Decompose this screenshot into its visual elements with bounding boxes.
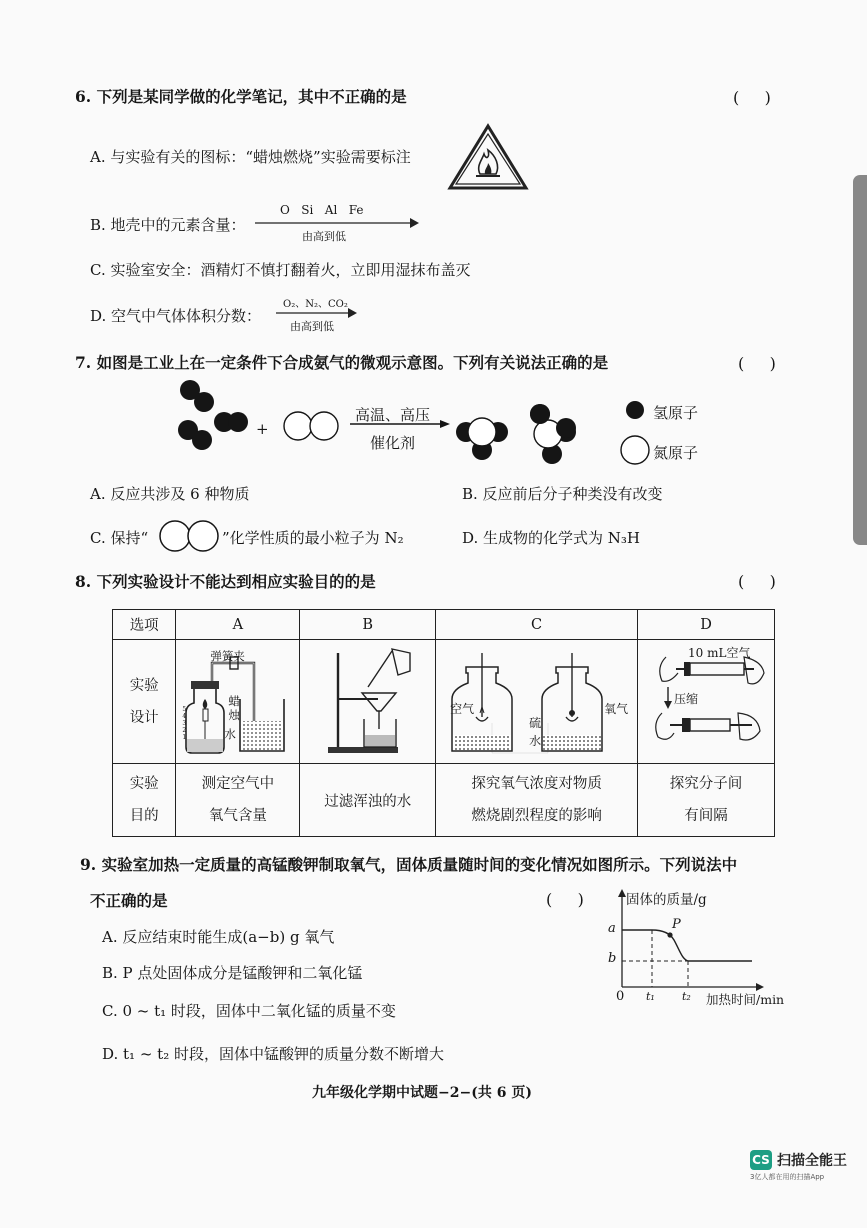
q6-b-under: 由高到低 bbox=[302, 230, 346, 243]
label-water: 水 bbox=[224, 727, 236, 741]
q7-condition-top: 高温、高压 bbox=[355, 406, 431, 424]
q8-purpose-a: 测定空气中 氧气含量 bbox=[176, 764, 300, 837]
q7-stem: 7. 如图是工业上在一定条件下合成氨气的微观示意图。下列有关说法正确的是 bbox=[75, 353, 609, 372]
q6-d-elements: O₂、N₂、CO₂ bbox=[283, 299, 348, 310]
tick-label-a: a bbox=[608, 921, 616, 936]
q7-answer-paren: ( ) bbox=[738, 354, 776, 373]
q9-option-d: D. t₁ ~ t₂ 时段，固体中锰酸钾的质量分数不断增大 bbox=[102, 1045, 444, 1063]
q8-header-row bbox=[113, 610, 775, 640]
q8-header-cell: B bbox=[300, 610, 436, 640]
q6-stem: 6. 下列是某同学做的化学笔记，其中不正确的是 bbox=[75, 87, 407, 106]
q6-b-elements: O Si Al Fe bbox=[280, 203, 364, 217]
q8-header-cell: 选项 bbox=[113, 610, 176, 640]
ammonia-synthesis-diagram bbox=[170, 378, 730, 472]
q6-answer-paren: ( ) bbox=[733, 88, 771, 107]
q8-design-d bbox=[638, 640, 775, 764]
cs-logo-icon: CS bbox=[750, 1150, 772, 1170]
q8-purpose-row bbox=[113, 764, 775, 837]
q6-option-a: A. 与实验有关的图标：“蜡烛燃烧”实验需要标注 bbox=[90, 148, 411, 166]
chart-ylabel: 固体的质量/g bbox=[626, 892, 707, 908]
q8-row-label: 实验 设计 bbox=[113, 640, 176, 764]
q7-option-d: D. 生成物的化学式为 N₃H bbox=[462, 529, 641, 547]
q8-stem: 8. 下列实验设计不能达到相应实验目的的是 bbox=[75, 572, 376, 591]
q8-header-cell: C bbox=[436, 610, 638, 640]
point-p bbox=[667, 932, 672, 937]
q6-option-d: D. 空气中气体体积分数： bbox=[90, 307, 262, 325]
q8-purpose-d: 探究分子间 有间隔 bbox=[638, 764, 775, 837]
q8-answer-paren: ( ) bbox=[738, 572, 776, 591]
label-compress: 压缩 bbox=[674, 692, 699, 706]
q7-plus: + bbox=[256, 420, 269, 438]
q8-row-label: 实验 目的 bbox=[113, 764, 176, 837]
q9-option-c: C. 0 ~ t₁ 时段，固体中二氧化锰的质量不变 bbox=[102, 1002, 396, 1020]
q8-design-a bbox=[176, 640, 300, 764]
nitrogen-molecule-icon bbox=[157, 518, 221, 554]
q8-design-row bbox=[113, 640, 775, 764]
label-candle: 蜡 烛 bbox=[228, 694, 240, 722]
label-air: 空气 bbox=[450, 702, 475, 716]
q7-condition-bottom: 催化剂 bbox=[370, 434, 416, 452]
q7-option-a: A. 反应共涉及 6 种物质 bbox=[90, 485, 250, 503]
label-spring-clamp: 弹簧夹 bbox=[210, 649, 245, 663]
scanner-logo bbox=[750, 1150, 847, 1182]
q9-option-a: A. 反应结束时能生成(a−b) g 氧气 bbox=[102, 928, 335, 946]
q7-option-c-prefix: C. 保持“ bbox=[90, 529, 149, 547]
mass-curve bbox=[622, 930, 752, 961]
q7-option-b: B. 反应前后分子种类没有改变 bbox=[462, 485, 663, 503]
q6-option-b: B. 地壳中的元素含量： bbox=[90, 216, 246, 234]
label-scale: 5 4 3 2 1 bbox=[182, 706, 187, 741]
q9-stem-continued: 不正确的是 bbox=[90, 891, 168, 910]
scrollbar[interactable] bbox=[853, 175, 867, 545]
logo-tagline: 3亿人都在用的扫描App bbox=[750, 1173, 825, 1181]
q9-chart bbox=[600, 885, 800, 1010]
q7-option-c-suffix: ”化学性质的最小粒子为 N₂ bbox=[222, 529, 404, 547]
page-footer: 九年级化学期中试题−2−(共 6 页) bbox=[312, 1085, 532, 1101]
q8-design-b bbox=[300, 640, 436, 764]
tick-label-b: b bbox=[608, 951, 617, 966]
q9-answer-paren: ( ) bbox=[546, 890, 584, 909]
label-p: P bbox=[672, 917, 681, 932]
label-water: 水 bbox=[529, 734, 542, 748]
q7-legend-nitrogen: 氮原子 bbox=[653, 444, 699, 462]
chart-xlabel: 加热时间/min bbox=[706, 992, 785, 1007]
logo-name: 扫描全能王 bbox=[777, 1153, 847, 1169]
q8-design-c bbox=[436, 640, 638, 764]
q6-option-c: C. 实验室安全：酒精灯不慎打翻着火，立即用湿抹布盖灭 bbox=[90, 261, 471, 279]
q6-d-under: 由高到低 bbox=[290, 320, 334, 333]
q8-header-cell: A bbox=[176, 610, 300, 640]
tick-label-t1: t₁ bbox=[646, 990, 655, 1003]
filtration-apparatus-illustration bbox=[308, 643, 428, 761]
q8-purpose-b: 过滤浑浊的水 bbox=[300, 764, 436, 837]
q8-table bbox=[112, 609, 775, 837]
q7-legend-hydrogen: 氢原子 bbox=[653, 404, 699, 422]
label-10ml-air: 10 mL空气 bbox=[688, 646, 751, 660]
label-sulfur: 硫 bbox=[529, 716, 542, 730]
q9-stem: 9. 实验室加热一定质量的高锰酸钾制取氧气，固体质量随时间的变化情况如图所示。下列说法中 bbox=[80, 855, 738, 874]
q8-purpose-c: 探究氧气浓度对物质 燃烧剧烈程度的影响 bbox=[436, 764, 638, 837]
q8-header-cell: D bbox=[638, 610, 775, 640]
tick-label-t2: t₂ bbox=[682, 990, 691, 1003]
q9-option-b: B. P 点处固体成分是锰酸钾和二氧化锰 bbox=[102, 964, 363, 982]
flame-warning-icon bbox=[446, 122, 530, 192]
tick-label-origin: 0 bbox=[616, 989, 625, 1004]
label-oxygen: 氧气 bbox=[604, 702, 629, 716]
